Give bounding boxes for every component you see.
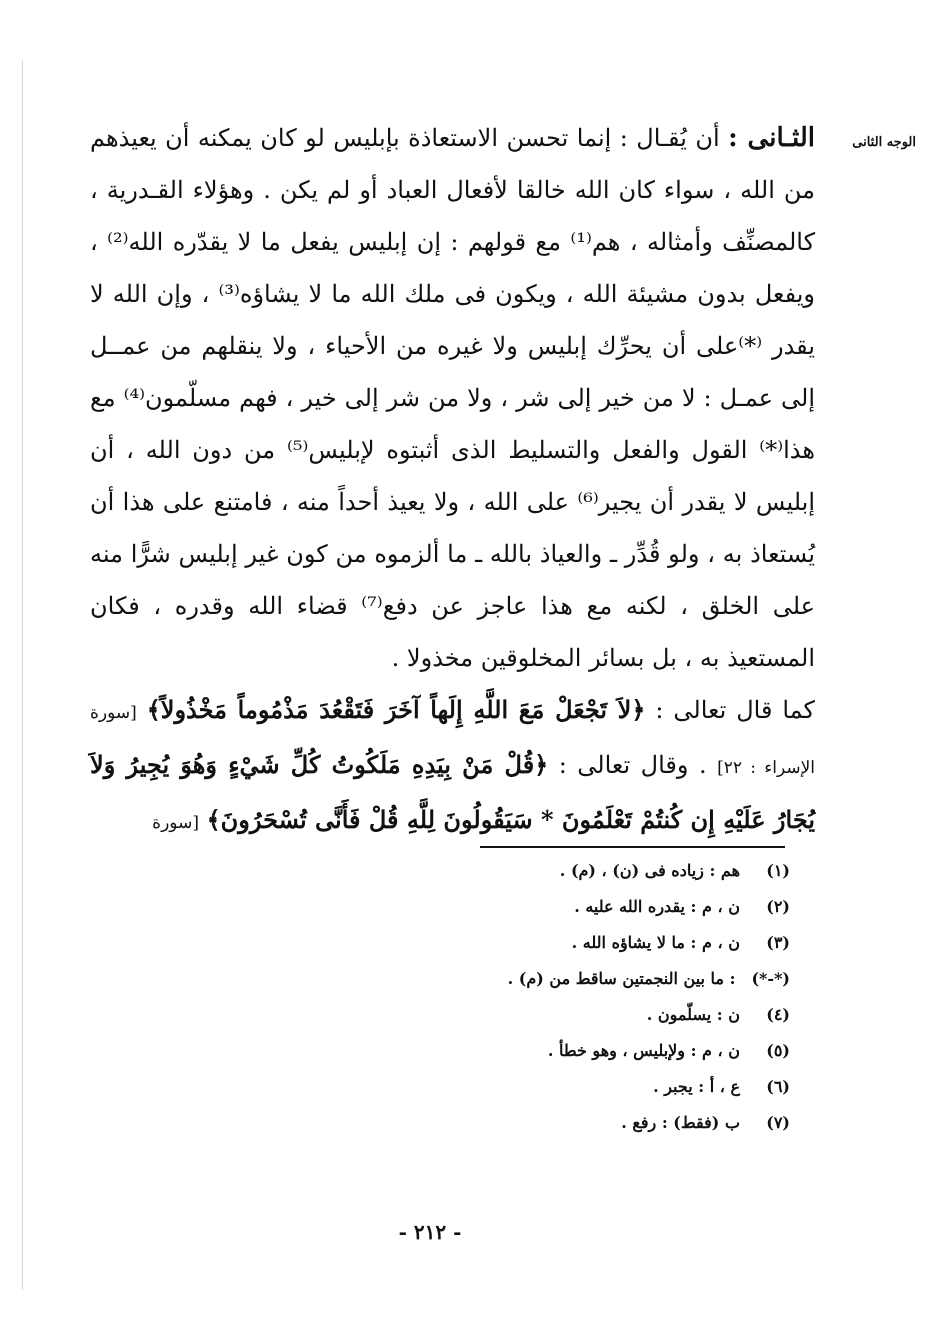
footnote-number: (٦) <box>766 1077 790 1096</box>
verse-reference: [سورة الإسراء : ٢٢] <box>90 703 815 778</box>
footnote-text: ن ، م : ولإبليس ، وهو خطأ . <box>547 1041 740 1060</box>
footnote-number: (٤) <box>766 1005 790 1024</box>
footnote-text: هم : زياده فى (ن) ، (م) . <box>559 861 740 880</box>
footnote-number: (٥) <box>766 1041 790 1060</box>
page-number: - ٢١٢ - <box>398 1220 462 1244</box>
paragraph-lead: الثـانى : <box>728 123 815 153</box>
footnote <box>380 853 790 889</box>
footnote-number: (٣) <box>766 933 790 952</box>
footnote <box>380 997 790 1033</box>
verse-intro: . وقال تعالى : <box>558 751 707 779</box>
margin-note: الوجه الثانى <box>852 135 916 150</box>
footnote-number: (*-*) <box>751 969 790 988</box>
footnote <box>380 925 790 961</box>
footnote <box>380 1033 790 1069</box>
footnote-text: ن ، م : ما لا يشاؤه الله . <box>571 933 740 952</box>
verse-intro: كما قال تعالى : <box>655 696 815 724</box>
footnote <box>380 889 790 925</box>
footnote-separator <box>480 846 785 848</box>
scan-edge-line <box>22 60 23 1290</box>
footnote-number: (٢) <box>766 897 790 916</box>
footnotes <box>380 853 790 1141</box>
paragraph <box>90 112 815 684</box>
main-text <box>90 112 815 849</box>
footnote-text: ن ، م : يقدره الله عليه . <box>574 897 740 916</box>
footnote-text: ب (فقط) : رفع . <box>621 1113 740 1132</box>
footnote <box>380 961 790 997</box>
footnote-text: ن : يسلّمون . <box>646 1005 740 1024</box>
footnote-text: : ما بين النجمتين ساقط من (م) . <box>507 969 736 988</box>
paragraph-body: أن يُقـال : إنما تحسن الاستعاذة بإبليس لو كان يمكنه أن يعيذهم من الله ، سواء كان الله خالقا لأفعال العباد أو لم يكن . وهؤلاء القـدرية ، كالمصنِّف وأمثاله ، هم⁽¹⁾ مع قولهم : إن إبليس يفعل ما لا يقدّره الله⁽²⁾ ، ويفعل بدون مشيئة الله ، ويكون فى ملك الله ما لا يشاؤه⁽³⁾ ، وإن الله لا يقدر ⁽*⁾على أن يحرِّك إبليس ولا غيره من الأحياء ، ولا ينقلهم من عمــل إلى عمـل : لا من خير إلى شر ، ولا من شر إلى خير ، فهم مسلّمون⁽⁴⁾ مع هذا⁽*⁾ القول والفعل والتسليط الذى أثبتوه لإبليس⁽⁵⁾ من دون الله ، أن إبليس لا يقدر أن يجير⁽⁶⁾ على الله ، ولا يعيذ أحداً منه ، فامتنع على هذا أن يُستعاذ به ، ولو قُدِّر ـ والعياذ بالله ـ ما ألزموه من كون غير إبليس شرًّا منه على الخلق ، لكنه مع هذا عاجز عن دفع⁽⁷⁾ قضاء الله وقدره ، فكان المستعيذ به ، بل بسائر المخلوقين مخذولا . <box>90 124 816 672</box>
quran-verse: ﴿قُلْ مَنْ بِيَدِهِ مَلَكُوتُ كُلِّ شَيْءٍ وَهُوَ يُجِيرُ وَلاَ يُجَارُ عَلَيْهِ إِن كُنتُمْ تَعْلَمُونَ * سَيَقُولُونَ لِلَّهِ قُلْ فَأَنَّى تُسْحَرُونَ﴾ <box>90 750 815 834</box>
verse-reference: [سورة <box>152 813 199 833</box>
footnote-number: (٧) <box>766 1113 790 1132</box>
footnote-text: ع ، أ : يجبر . <box>653 1077 740 1096</box>
quran-verse: ﴿لاَ تَجْعَلْ مَعَ اللَّهِ إِلَهاً آخَرَ فَتَقْعُدَ مَذْمُوماً مَخْذُولاً﴾ <box>146 695 646 724</box>
footnote-number: (١) <box>766 861 790 880</box>
footnote <box>380 1069 790 1105</box>
verse-paragraph <box>90 684 815 849</box>
footnote <box>380 1105 790 1141</box>
